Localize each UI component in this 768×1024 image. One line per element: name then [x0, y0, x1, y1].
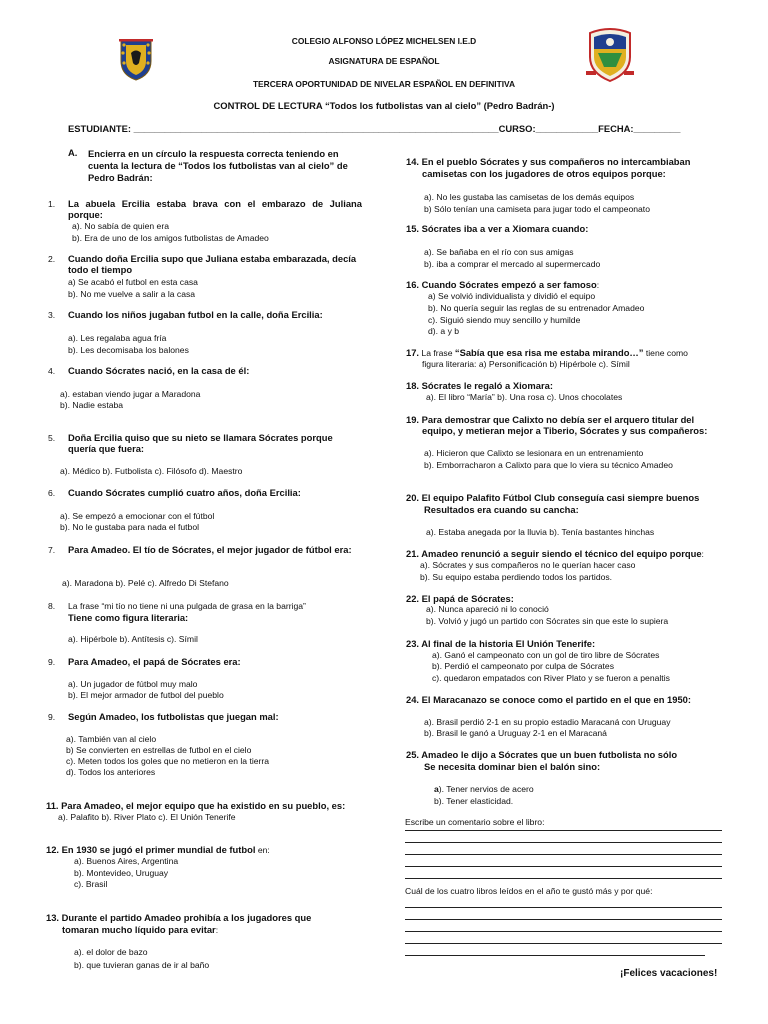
answer-option[interactable]: b). Su equipo estaba perdiendo todos los partidos.	[420, 572, 613, 582]
answer-option[interactable]: b). No me vuelve a salir a la casa	[68, 289, 196, 299]
answer-option[interactable]: b) Sólo tenían una camiseta para jugar todo el campeonato	[424, 204, 650, 214]
instruction-text: Encierra en un círculo la respuesta correcta teniendo en cuenta la lectura de “Todos los futbolistas van al cielo” de Pedro Badrán:	[88, 148, 348, 183]
answer-option[interactable]: a). Brasil perdió 2-1 en su propio estadio Maracaná con Uruguay	[424, 717, 671, 727]
answer-option[interactable]: b). Montevideo, Uruguay	[74, 868, 169, 878]
instruction-letter: A.	[68, 147, 78, 158]
answer-option[interactable]: b). Emborracharon a Calixto para que lo viera su técnico Amadeo	[424, 460, 673, 470]
answer-options-row[interactable]: a). Maradona b). Pelé c). Alfredo Di Stefano	[62, 578, 229, 588]
answer-option[interactable]: b). iba a comprar el mercado al supermercado	[424, 259, 601, 269]
writing-line[interactable]	[405, 919, 722, 920]
answer-option[interactable]: b). Perdió el campeonato por culpa de Sócrates	[432, 661, 615, 671]
answer-option[interactable]: b). El mejor armador de futbol del pueblo	[68, 690, 224, 700]
answer-option[interactable]: c). quedaron empatados con River Plato y se fueron a penaltis	[432, 673, 670, 683]
answer-option[interactable]: b). No le gustaba para nada el futbol	[60, 522, 200, 532]
question-number: 2.	[48, 254, 56, 264]
writing-line[interactable]	[405, 955, 705, 956]
answer-option[interactable]: a). Sócrates y sus compañeros no le querían hacer caso	[420, 560, 636, 570]
question-text: Doña Ercilia quiso que su nieto se llamara Sócrates porque quería que fuera:	[68, 432, 333, 454]
question-text: Tiene como figura literaria:	[68, 612, 189, 623]
writing-line[interactable]	[405, 866, 722, 867]
farewell-text: ¡Felices vacaciones!	[620, 968, 718, 979]
answer-option[interactable]: b). No quería seguir las reglas de su entrenador Amadeo	[428, 303, 645, 313]
answer-option[interactable]: a). estaban viendo jugar a Maradona	[60, 389, 201, 399]
control-title: CONTROL DE LECTURA “Todos los futbolistas van al cielo” (Pedro Badrán-)	[213, 100, 555, 111]
question-number: 1.	[48, 199, 56, 209]
writing-line[interactable]	[405, 943, 722, 944]
question-text: 20. El equipo Palafito Fútbol Club conseguía casi siempre buenos	[406, 492, 700, 503]
answer-option[interactable]: b). Volvió y jugó un partido con Sócrates sin que este lo supiera	[426, 616, 669, 626]
answer-option[interactable]: b) Se convierten en estrellas de futbol en el cielo	[66, 745, 252, 755]
writing-line[interactable]	[405, 878, 722, 879]
answer-option[interactable]: a). Se empezó a emocionar con el fútbol	[60, 511, 215, 521]
question-text: La abuela Ercilia estaba brava con el embarazo de Juliana porque:	[68, 198, 362, 220]
writing-line[interactable]	[405, 931, 722, 932]
answer-option[interactable]: b). Tener elasticidad.	[434, 796, 514, 806]
answer-option[interactable]: c). Meten todos los goles que no metieron en la tierra	[66, 756, 270, 766]
question-text: 16. Cuando Sócrates empezó a ser famoso:	[406, 279, 600, 290]
question-text: 23. Al final de la historia El Unión Tenerife:	[406, 638, 596, 649]
answer-option[interactable]: a). Tener nervios de acero	[434, 784, 534, 794]
answer-option[interactable]: a). No sabía de quien era	[72, 221, 169, 231]
answer-option[interactable]: a). Un jugador de fútbol muy malo	[68, 679, 198, 689]
answer-option[interactable]: a). Les regalaba agua fría	[68, 333, 167, 343]
question-text: La frase “mi tío no tiene ni una pulgada de grasa en la barriga”	[68, 601, 306, 611]
question-text: 18. Sócrates le regaló a Xiomara:	[406, 380, 553, 391]
answer-option[interactable]: c). Siguió siendo muy sencillo y humilde	[428, 315, 581, 325]
answer-option[interactable]: a). el dolor de bazo	[74, 947, 148, 957]
answer-option[interactable]: d). a y b	[428, 326, 460, 336]
answer-option[interactable]: a). También van al cielo	[66, 734, 157, 744]
answer-option[interactable]: b). Era de uno de los amigos futbolistas de Amadeo	[72, 233, 269, 243]
question-text: 15. Sócrates iba a ver a Xiomara cuando:	[406, 223, 589, 234]
question-number: 6.	[48, 488, 56, 498]
answer-option[interactable]: a). Nunca apareció ni lo conoció	[426, 604, 549, 614]
answer-option[interactable]: b). Nadie estaba	[60, 400, 124, 410]
answer-option[interactable]: c). Brasil	[74, 879, 108, 889]
question-text: Cuando Sócrates cumplió cuatro años, doña Ercilia:	[68, 487, 301, 498]
question-text: Resultados era cuando su cancha:	[424, 504, 579, 515]
question-text: Cuando los niños jugaban futbol en la calle, doña Ercilia:	[68, 309, 323, 320]
question-text: 13. Durante el partido Amadeo prohibía a los jugadores que	[46, 912, 312, 923]
answer-options-row[interactable]: a). El libro “María” b). Una rosa c). Unos chocolates	[426, 392, 623, 402]
answer-options-row[interactable]: a). Médico b). Futbolista c). Filósofo d). Maestro	[60, 466, 243, 476]
writing-line[interactable]	[405, 842, 722, 843]
school-shield-icon	[586, 27, 634, 83]
question-number: 3.	[48, 310, 56, 320]
question-text: 19. Para demostrar que Calixto no debía ser el arquero titular del	[406, 414, 695, 425]
question-text: 25. Amadeo le dijo a Sócrates que un buen futbolista no sólo	[406, 749, 678, 760]
school-name: COLEGIO ALFONSO LÓPEZ MICHELSEN I.E.D	[291, 36, 477, 46]
writing-line[interactable]	[405, 830, 722, 831]
question-text: 14. En el pueblo Sócrates y sus compañeros no intercambiaban	[406, 156, 691, 167]
subject-title: ASIGNATURA DE ESPAÑOL	[328, 56, 440, 66]
answer-option[interactable]: a). Se bañaba en el río con sus amigas	[424, 247, 574, 257]
question-text: Cuando Sócrates nació, en la casa de él:	[68, 365, 250, 376]
question-text: 22. El papá de Sócrates:	[406, 593, 514, 604]
books-question-label: Cuál de los cuatro libros leídos en el año te gustó más y por qué:	[405, 886, 653, 896]
question-text: 12. En 1930 se jugó el primer mundial de futbol en:	[46, 844, 270, 855]
question-text: Se necesita dominar bien el balón sino:	[424, 761, 601, 772]
answer-option[interactable]: a) Se acabó el futbol en esta casa	[68, 277, 198, 287]
question-number: 9.	[48, 657, 56, 667]
opportunity-title: TERCERA OPORTUNIDAD DE NIVELAR ESPAÑOL EN DEFINITIVA	[252, 79, 516, 89]
question-text: 11. Para Amadeo, el mejor equipo que ha existido en su pueblo, es:	[46, 800, 346, 811]
writing-line[interactable]	[405, 854, 722, 855]
answer-option[interactable]: a). Buenos Aires, Argentina	[74, 856, 179, 866]
question-text: 17. La frase “Sabía que esa risa me estaba mirando…” tiene como	[406, 347, 688, 358]
question-text: Para Amadeo. El tío de Sócrates, el mejor jugador de fútbol era:	[68, 544, 352, 555]
answer-option[interactable]: b). Les decomisaba los balones	[68, 345, 189, 355]
question-text: equipo, y metieran mejor a Tiberio, Sócrates y sus compañeros:	[422, 425, 708, 436]
answer-option[interactable]: a). Ganó el campeonato con un gol de tiro libre de Sócrates	[432, 650, 660, 660]
comment-label: Escribe un comentario sobre el libro:	[405, 817, 545, 827]
question-text: 21. Amadeo renunció a seguir siendo el técnico del equipo porque:	[406, 548, 704, 559]
answer-option[interactable]: d). Todos los anteriores	[66, 767, 156, 777]
question-number: 4.	[48, 366, 56, 376]
question-text: Según Amadeo, los futbolistas que juegan mal:	[68, 711, 279, 722]
answer-options-row[interactable]: a). Hipérbole b). Antítesis c). Símil	[68, 634, 198, 644]
question-number: 5.	[48, 433, 56, 443]
question-text: camisetas con los jugadores de otros equipos porque:	[422, 168, 666, 179]
answer-options-row[interactable]: a). Estaba anegada por la lluvia b). Tenía bastantes hinchas	[426, 527, 655, 537]
answer-option[interactable]: a) Se volvió individualista y dividió el equipo	[428, 291, 596, 301]
answer-option[interactable]: b). que tuvieran ganas de ir al baño	[74, 960, 210, 970]
answer-option[interactable]: a). No les gustaba las camisetas de los demás equipos	[424, 192, 635, 202]
question-number: 8.	[48, 601, 56, 611]
student-info-line: ESTUDIANTE: ______________________________________________________________________CURSO:____________FECHA:_________	[68, 124, 681, 134]
question-text: Cuando doña Ercilia supo que Juliana estaba embarazada, decía todo el tiempo	[68, 253, 357, 275]
question-text: Para Amadeo, el papá de Sócrates era:	[68, 656, 241, 667]
answer-options-row[interactable]: a). Palafito b). River Plato c). El Unión Tenerife	[58, 812, 236, 822]
question-text: 24. El Maracanazo se conoce como el partido en el que en 1950:	[406, 694, 691, 705]
question-number: 9.	[48, 712, 56, 722]
writing-line[interactable]	[405, 907, 722, 908]
answer-options-row[interactable]: figura literaria: a) Personificación b) Hipérbole c). Símil	[422, 359, 630, 369]
question-number: 7.	[48, 545, 56, 555]
answer-option[interactable]: a). Hicieron que Calixto se lesionara en un entrenamiento	[424, 448, 644, 458]
answer-option[interactable]: b). Brasil le ganó a Uruguay 2-1 en el Maracaná	[424, 728, 607, 738]
question-text: tomaran mucho líquido para evitar:	[62, 924, 219, 935]
